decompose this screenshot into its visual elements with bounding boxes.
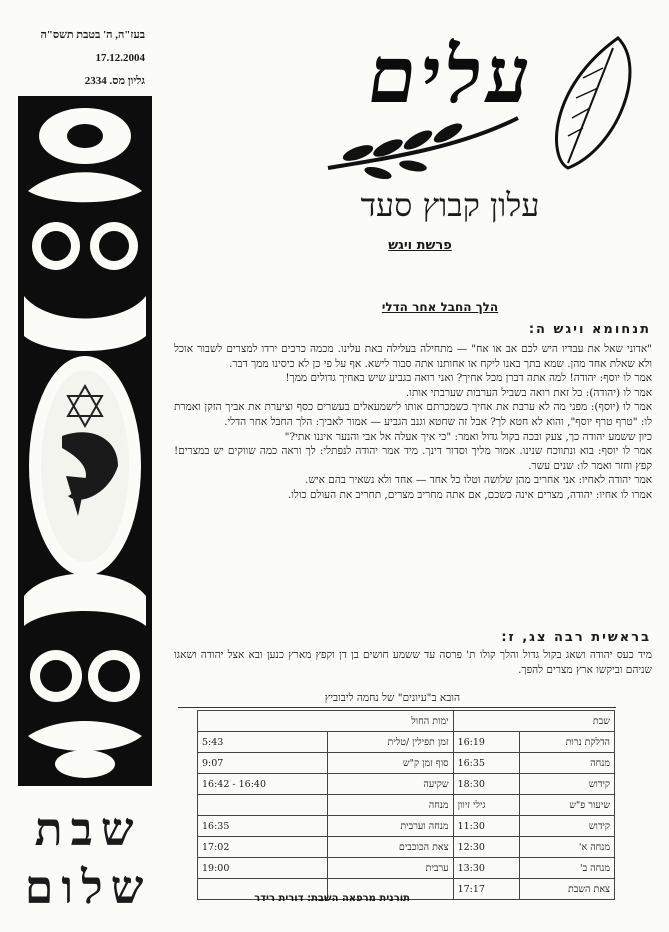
gregorian-date: 17.12.2004 xyxy=(95,52,145,64)
table-row xyxy=(198,858,615,879)
cell: קידוש xyxy=(519,816,614,837)
parasha-name: פרשת ויגש xyxy=(388,238,452,253)
section-heading-bereshit-raba: בראשית רבה צג, ז: xyxy=(501,630,651,645)
cell: 13:30 xyxy=(453,858,519,879)
table-row xyxy=(198,795,615,816)
cell: 16:35 xyxy=(198,816,328,837)
cell: צאת הכוכבים xyxy=(328,837,453,858)
paragraph: אמר יהודה לאחיו: אני אחריב מהן שלושה וטלו כל אחד — אחד ולא נשאיר בהם איש. xyxy=(305,474,652,487)
cell: קידוש xyxy=(519,774,614,795)
cell: צאת השבת xyxy=(519,879,614,900)
paragraph: כיון ששמע יהודה כך, צעק ובכה בקול גדול ואמר: "כי איך אעלה אל אבי והנער איננו אתי?" xyxy=(284,430,652,443)
cell: 12:30 xyxy=(453,837,519,858)
cell: מנחה xyxy=(328,795,453,816)
paragraph: אמר לו יוסף: בוא ונתווכח שנינו. אמור מליך וסדור דינך. מיד אמר יהודה לנפתלי: לך וראה כמה שווקים יש במצרים! קפץ וחזר ואמר לו: שנים עשר. xyxy=(174,445,652,472)
logo-wordmark: עלים xyxy=(361,30,541,121)
weekday-column-header: ימות החול xyxy=(198,711,454,732)
cell: הדלקת נרות xyxy=(519,732,614,753)
section-heading-tanchuma: תנחומא ויגש ה: xyxy=(528,322,651,337)
cell: גילי זיוון xyxy=(453,795,519,816)
table-row xyxy=(198,753,615,774)
source-credit: הובא ב"עיונים" של נחמה ליבוביץ xyxy=(324,692,460,704)
decorative-sidebar xyxy=(18,96,152,786)
table-header-row xyxy=(198,711,615,732)
divider xyxy=(178,707,616,708)
prayer-times-table xyxy=(197,710,615,900)
cell xyxy=(198,795,328,816)
publication-subtitle: עלון קבוץ סעד xyxy=(360,186,540,224)
cell: 5:43 xyxy=(198,732,328,753)
hebrew-date: בעז"ה, ה' בטבת תשס"ה xyxy=(40,29,145,41)
table-row xyxy=(198,837,615,858)
paragraph: מיד כעס יהודה ושאג בקול גדול והלך קולו ת' פרסה עד ששמע חושים בן דן וקפץ מארץ כנען ובא אצל יהודה ושאגו שניהם וביקשו ארץ מצרים להפך. xyxy=(174,649,652,676)
cell: מנחה א' xyxy=(519,837,614,858)
paragraph: אמר לו (יוסף): מפני מה לא ערבת את אחיך כשמכרתם אותו לישמעאלים בעשרים כסף וציערת את אביך הזקן ואמרת לו: "טרף טרף יוסף", והוא לא חטא לך? אבל זה שחטא וגנב הגביע — אמור לאביך: הלך החבל אחר הדלי. xyxy=(174,401,652,428)
issue-number: גליון מס. 2334 xyxy=(84,75,145,87)
article-body-1 xyxy=(174,342,652,503)
table-row xyxy=(198,816,615,837)
paragraph: אמרו לו אחיו: יהודה, מצרים אינה כשכם, אם אתה מחריב מצרים, תחריב את העולם כולו. xyxy=(287,488,652,501)
cell: 17:17 xyxy=(453,879,519,900)
article-body-2 xyxy=(174,648,652,677)
issue-meta xyxy=(20,24,145,93)
shabbat-word: שבת xyxy=(34,802,142,856)
cell: 16:19 xyxy=(453,732,519,753)
shabbat-shalom-title xyxy=(18,800,158,916)
cell: זמן תפילין /טלית xyxy=(328,732,453,753)
cell: 16:42 - 16:40 xyxy=(198,774,328,795)
paragraph: "אדוני שאל את עבדיו היש לכם אב או אח" — מתחילה בעלילה באת עלינו. מכמה כרכים ירדו למצרים לשבור אוכל ולא שאלת אחד מהן. שמא בתך באנו ליקח או אחותנו אתה סבור לישא. אף על פי כן לא כיסינו ממך דבר. xyxy=(174,343,652,370)
paragraph: אמר לו (יהודה): כל זאת רואה בשביל הערבות שערבתי אותו. xyxy=(405,386,652,399)
clinic-duty-note: תורנית מרפאה השבת: דורית רידר xyxy=(254,893,410,904)
article-title: הלך החבל אחר הדלי xyxy=(381,300,499,314)
cell: 19:00 xyxy=(198,858,328,879)
cell: 18:30 xyxy=(453,774,519,795)
cell: שיעור פ"ש xyxy=(519,795,614,816)
cell: 11:30 xyxy=(453,816,519,837)
cell: שקיעה xyxy=(328,774,453,795)
table-row xyxy=(198,774,615,795)
table-row xyxy=(198,732,615,753)
ornament-pattern-icon xyxy=(18,96,152,786)
shabbat-column-header: שבת xyxy=(453,711,614,732)
paragraph: אמר לו יוסף: יהודה! למה אתה דברן מכל אחיך? ואני רואה בגביע שיש באחיך גדולים ממך! xyxy=(285,372,652,385)
cell: ערבית xyxy=(328,858,453,879)
cell: 16:35 xyxy=(453,753,519,774)
cell: מנחה xyxy=(519,753,614,774)
shalom-word: שלום xyxy=(24,860,152,914)
cell: סוף זמן ק"ש xyxy=(328,753,453,774)
cell: 17:02 xyxy=(198,837,328,858)
cell: מנחה וערבית xyxy=(328,816,453,837)
cell: מנחה ב' xyxy=(519,858,614,879)
cell: 9:07 xyxy=(198,753,328,774)
